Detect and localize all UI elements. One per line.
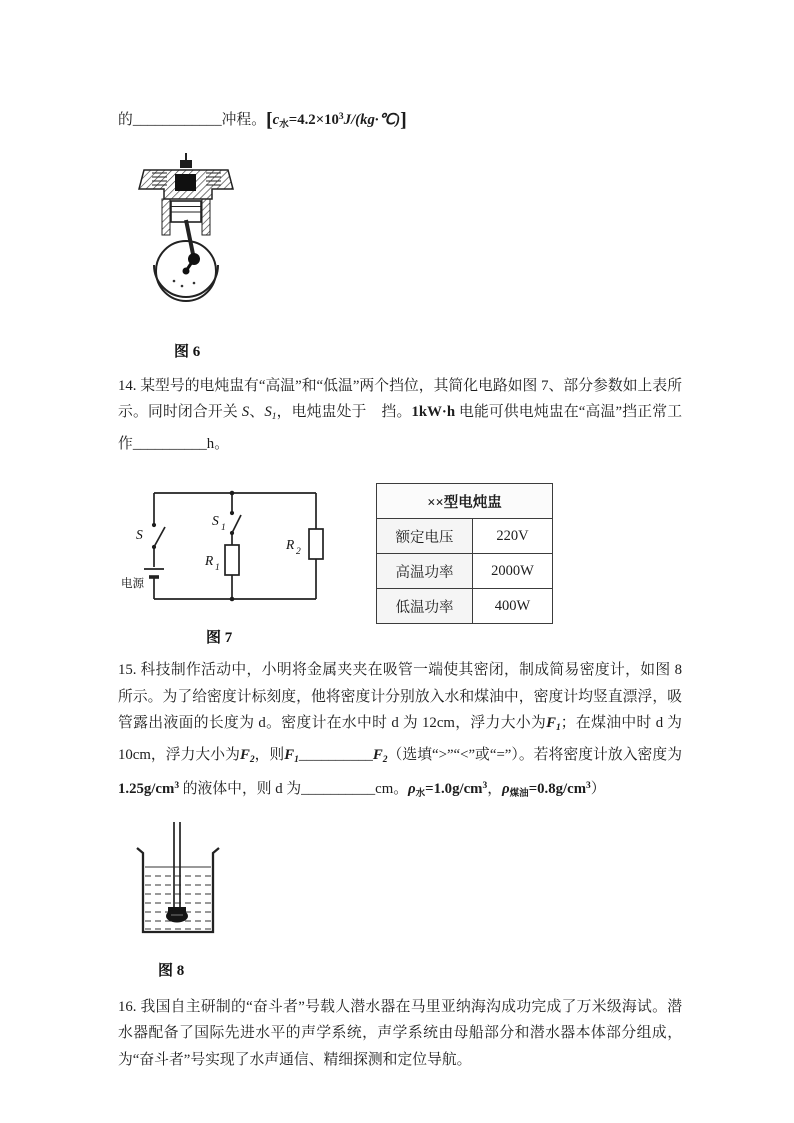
switch-s1-symbol: S [264, 404, 272, 420]
heat-capacity-formula [266, 109, 407, 131]
force-f2-symbol: F [372, 746, 383, 763]
intro-line [118, 104, 682, 139]
row-value: 2000W [473, 554, 553, 589]
question-16-text [118, 994, 682, 1074]
label-switch-s1: S [212, 513, 219, 528]
force-f2-subscript: 2 [382, 754, 388, 765]
text-run: ， [487, 781, 503, 797]
row-value: 220V [473, 519, 553, 554]
text-run: 冲程。 [221, 112, 266, 128]
density-value [118, 781, 179, 797]
rho-symbol: ρ [408, 781, 416, 797]
label-resistor-r2: R [286, 537, 295, 552]
fill-blank: ____________ [132, 112, 222, 128]
rho-exponent: 3 [482, 781, 488, 791]
rho-value: =0.8g/cm [528, 781, 587, 797]
text-run: cm。 [375, 781, 408, 797]
label-power-source: 电源 [121, 578, 144, 590]
switch-s-symbol: S [241, 404, 250, 420]
beaker-figure [128, 822, 228, 952]
force-f1-subscript: 1 [294, 754, 299, 765]
exponent: 3 [338, 112, 344, 122]
text-run: 15. 科技制作活动中，小明将金属夹夹在吸管一端使其密闭，制成简易密度计，如图 8 所示。为了给密度计标刻度，他将密度计分别放入水和煤油中，密度计均竖直漂浮，吸管露出液面的长度为 d。密度计在水中时 d 为 12cm，浮力大小为 [118, 662, 682, 731]
table-row [377, 519, 553, 554]
row-label: 低温功率 [377, 589, 473, 624]
text-run: （选填“>”“<”或“=”）。若将密度计放入密度为 [387, 746, 683, 763]
question-14-text [118, 373, 682, 458]
symbol-c: c [272, 112, 280, 128]
fill-blank: __________ [132, 435, 207, 452]
open-bracket: [ [266, 109, 273, 131]
text-run: 、 [249, 404, 265, 420]
figure-6-block [132, 153, 262, 361]
text-run: 16. 我国自主研制的“奋斗者”号载人潜水器在马里亚纳海沟成功完成了万米级海试。潜水器配备了国际先进水平的声学系统，声学系统由母船部分和潜水器本体部分组成，为“奋斗者”号实现了水声通信、精细探测和定位导航。 [118, 998, 682, 1068]
fill-blank: __________ [298, 746, 373, 763]
label-switch-s: S [136, 527, 143, 542]
metal-clip [166, 907, 188, 923]
rho-value: =1.0g/cm [425, 781, 483, 797]
force-f2-subscript: 2 [249, 754, 255, 765]
figure-8-block [128, 822, 238, 980]
label-switch-s1-sub: 1 [221, 523, 226, 533]
rho-water-formula [408, 781, 487, 797]
question-15-text [118, 657, 682, 808]
piston [171, 201, 201, 222]
force-f1-symbol: F [284, 746, 295, 763]
rho-symbol: ρ [502, 781, 510, 797]
text-run: ，则 [254, 746, 285, 763]
formula-unit: J/(kg·℃) [343, 112, 401, 128]
fill-blank: __________ [301, 781, 376, 797]
text-run: ，电炖盅处于 挡。 [276, 404, 412, 420]
row-label: 额定电压 [377, 519, 473, 554]
figure-7-row [120, 473, 682, 647]
crankcase [154, 241, 218, 301]
text-run: 电能可供电炖盅在“高温”挡正常工作 [118, 404, 682, 452]
circuit-figure [120, 473, 342, 621]
text-run: ；在煤油中时 d 为 10cm，浮力大小为 [118, 715, 682, 763]
text-run: ） [590, 781, 606, 797]
text-run: 14. 某型号的电炖盅有“高温”和“低温”两个挡位，其简化电路如图 7、部分参数如上表所示。同时闭合开关 [118, 377, 682, 420]
rho-subscript: 煤油 [509, 789, 529, 799]
row-label: 高温功率 [377, 554, 473, 589]
table-header-row [377, 484, 553, 519]
density-base: 1.25g/cm [118, 781, 175, 797]
figure-8-caption: 图 8 [158, 962, 185, 979]
rho-kerosene-formula [502, 781, 591, 797]
subscript-water: 水 [279, 120, 289, 130]
text-run: 的液体中，则 d 为 [179, 781, 302, 797]
figure-6-caption: 图 6 [174, 343, 201, 360]
force-f2-symbol: F [239, 746, 250, 763]
table-row [377, 554, 553, 589]
force-f1-symbol: F [546, 715, 557, 731]
circuit-terminals [152, 491, 234, 602]
label-resistor-r1: R [205, 553, 214, 568]
rho-exponent: 3 [586, 781, 591, 791]
cylinder-head [139, 170, 233, 199]
rho-subscript: 水 [415, 789, 426, 799]
close-bracket: ] [400, 109, 407, 131]
spark-plug [180, 153, 192, 168]
figure-7-caption: 图 7 [206, 630, 233, 646]
text-run: h。 [206, 435, 229, 452]
formula-body: =4.2×10 [288, 112, 339, 128]
label-resistor-r1-sub: 1 [215, 563, 220, 573]
table-title: ××型电炖盅 [377, 484, 553, 519]
engine-figure [132, 153, 244, 333]
energy-value: 1kW·h [411, 404, 456, 420]
force-f1-subscript: 1 [556, 723, 561, 733]
density-exponent: 3 [174, 781, 180, 791]
label-resistor-r2-sub: 2 [296, 547, 301, 557]
cooker-spec-table [376, 483, 553, 624]
circuit-wires [144, 493, 323, 599]
straw [174, 822, 180, 921]
circuit-wrap [120, 473, 352, 647]
text-run: 的 [118, 112, 133, 128]
table-row [377, 589, 553, 624]
switch-s1-subscript: 1 [271, 412, 277, 422]
row-value: 400W [473, 589, 553, 624]
